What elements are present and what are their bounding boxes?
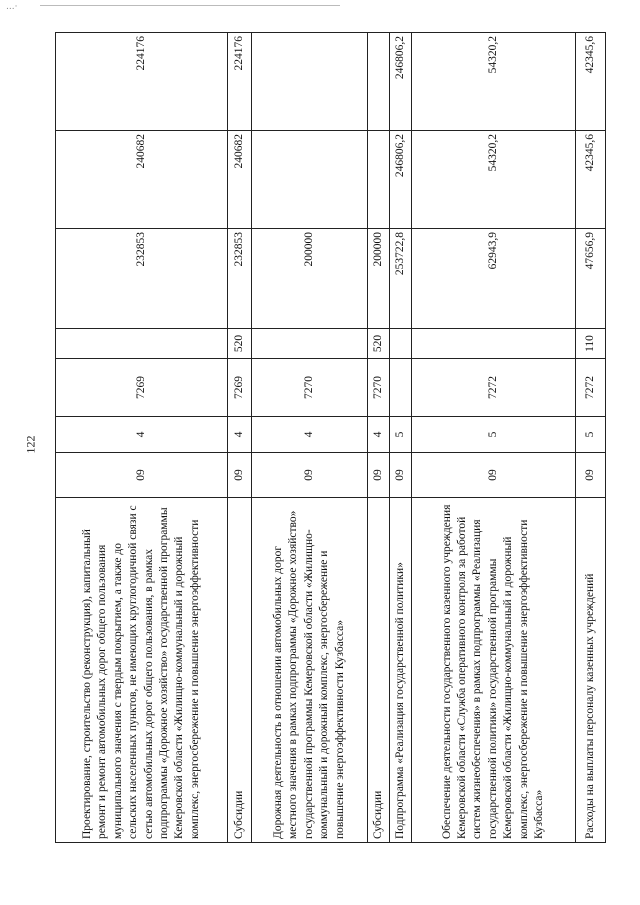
row-value-3: 246806,2 [390, 33, 412, 131]
row-csr: 7272 [412, 359, 576, 417]
row-value-2: 240682 [56, 131, 228, 229]
row-csr: 7270 [368, 359, 390, 417]
row-value-2: 54320,2 [412, 131, 576, 229]
row-value-3 [252, 33, 368, 131]
row-value-2: 240682 [228, 131, 252, 229]
row-vr: 110 [576, 329, 606, 359]
row-ved: 09 [412, 453, 576, 498]
row-name: Обеспечение деятельности государственного казенного учреждения Кемеровской области «Служба оперативного контроля за работой систем жизнеобеспечения» в рамках подпрограммы «Реализация государственной политики» государственной программы Кемеровской области «Жилищно-коммунальный и дорожный комплекс, энергосбережение и повышение энергоэффективности Кузбасса» [412, 498, 576, 843]
row-csr: 7269 [56, 359, 228, 417]
row-value-2 [368, 131, 390, 229]
row-value-1: 232853 [56, 229, 228, 329]
row-pr: 5 [412, 417, 576, 453]
row-name: Расходы на выплаты персоналу казенных учреждений [576, 498, 606, 843]
row-name: Подпрограмма «Реализация государственной политики» [390, 498, 412, 843]
table-row [368, 33, 390, 843]
row-value-3 [368, 33, 390, 131]
table-row [576, 33, 606, 843]
table-row [252, 33, 368, 843]
table-row [56, 33, 228, 843]
row-pr: 4 [228, 417, 252, 453]
row-csr [390, 359, 412, 417]
row-name: Субсидии [368, 498, 390, 843]
row-csr: 7272 [576, 359, 606, 417]
row-ved: 09 [390, 453, 412, 498]
row-vr: 520 [228, 329, 252, 359]
row-value-2: 246806,2 [390, 131, 412, 229]
row-value-3: 54320,2 [412, 33, 576, 131]
row-value-1: 200000 [368, 229, 390, 329]
table-row [390, 33, 412, 843]
scan-artifact-mark: ...· [6, 2, 18, 12]
row-value-1: 232853 [228, 229, 252, 329]
row-name: Субсидии [228, 498, 252, 843]
row-ved: 09 [56, 453, 228, 498]
row-csr: 7269 [228, 359, 252, 417]
row-ved: 09 [252, 453, 368, 498]
row-pr: 4 [252, 417, 368, 453]
row-value-1: 200000 [252, 229, 368, 329]
row-value-3: 224176 [228, 33, 252, 131]
row-vr [412, 329, 576, 359]
rotated-table-container [55, 33, 605, 843]
scan-artifact-line [40, 5, 340, 6]
row-value-2: 42345,6 [576, 131, 606, 229]
budget-table [55, 32, 606, 843]
row-name: Проектирование, строительство (реконструкция), капитальный ремонт и ремонт автомобильных дорог общего пользования муниципального значения с твердым покрытием, а также до сельских населенных пунктов, не имеющих круглогодичной связи с сетью автомобильных дорог общего пользования, в рамках подпрограммы «Дорожное хозяйство» государственной программы Кемеровской области «Жилищно-коммунальный и дорожный комплекс, энергосбережение и повышение энергоэффективности [56, 498, 228, 843]
row-vr: 520 [368, 329, 390, 359]
table-row [412, 33, 576, 843]
row-vr [56, 329, 228, 359]
row-pr: 4 [368, 417, 390, 453]
row-value-1: 47656,9 [576, 229, 606, 329]
table-row [228, 33, 252, 843]
row-ved: 09 [576, 453, 606, 498]
row-ved: 09 [368, 453, 390, 498]
row-value-3: 224176 [56, 33, 228, 131]
row-pr: 5 [576, 417, 606, 453]
row-value-1: 253722,8 [390, 229, 412, 329]
row-csr: 7270 [252, 359, 368, 417]
row-vr [252, 329, 368, 359]
row-value-3: 42345,6 [576, 33, 606, 131]
row-pr: 5 [390, 417, 412, 453]
row-value-1: 62943,9 [412, 229, 576, 329]
row-value-2 [252, 131, 368, 229]
row-pr: 4 [56, 417, 228, 453]
row-ved: 09 [228, 453, 252, 498]
row-vr [390, 329, 412, 359]
page-number: 122 [23, 435, 38, 454]
row-name: Дорожная деятельность в отношении автомобильных дорог местного значения в рамках подпрограммы «Дорожное хозяйство» государственной программы Кемеровской области «Жилищно-коммунальный и дорожный комплекс, энергосбережение и повышение энергоэффективности Кузбасса» [252, 498, 368, 843]
